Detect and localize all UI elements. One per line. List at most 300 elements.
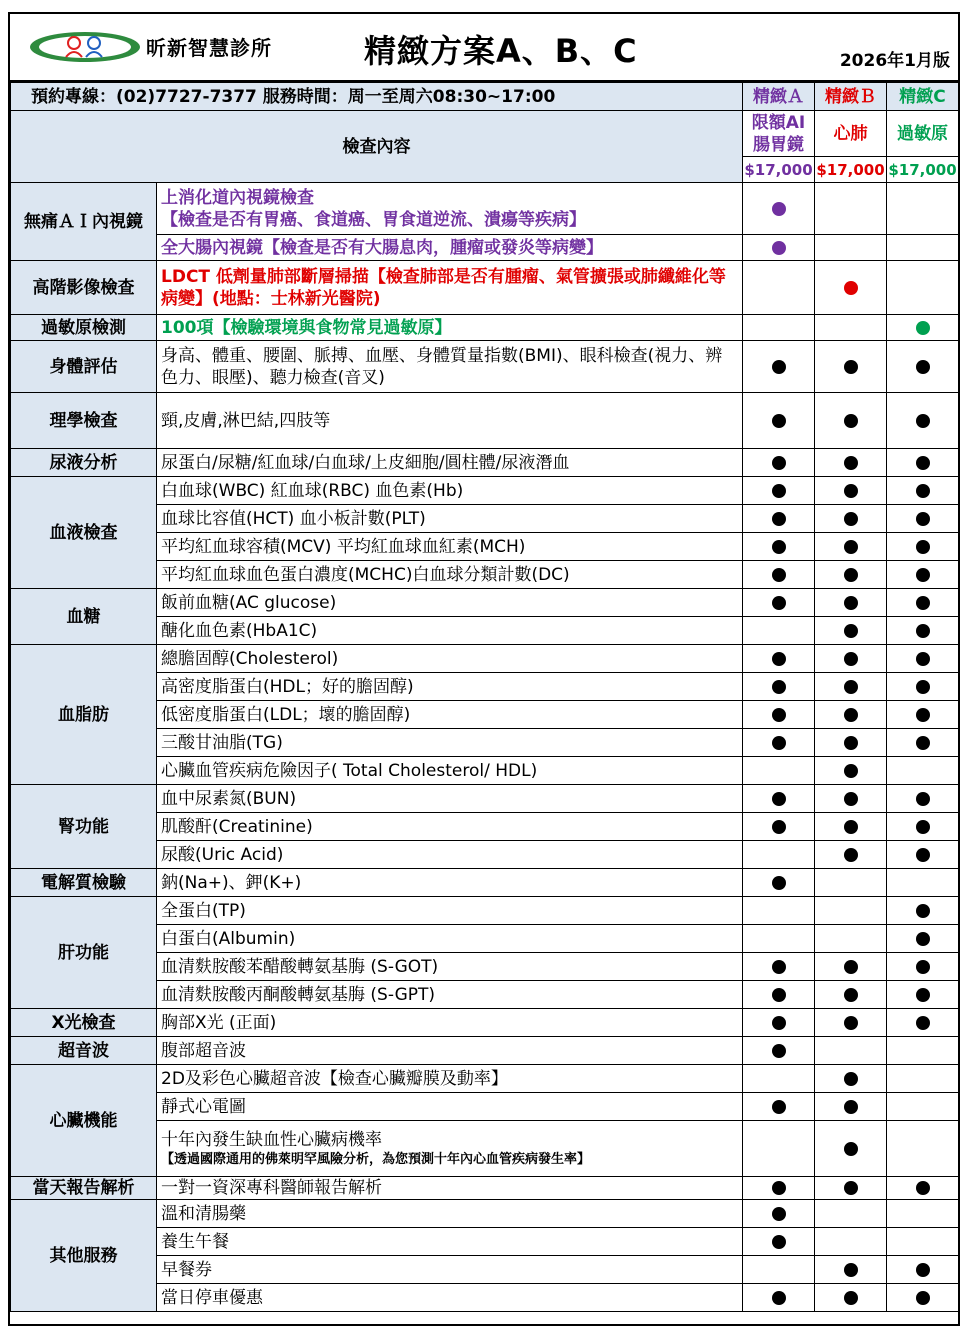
item-row [11,1037,959,1065]
plan-b-mark-cell [815,561,887,589]
included-dot-icon [772,876,786,890]
plan-subtitle-row [11,111,959,157]
item-row [11,315,959,341]
item-row [11,393,959,449]
plan-a-mark-cell [743,1093,815,1121]
item-cell [157,1037,743,1065]
contact-row [11,83,959,111]
plan-a-mark-cell [743,183,815,235]
item-text: 2D及彩色心臟超音波【檢查心臟瓣膜及動率】 [161,1068,508,1089]
included-dot-icon [916,792,930,806]
plan-a-mark-cell [743,981,815,1009]
clinic-name: 昕新智慧診所 [146,36,272,60]
item-text: 早餐券 [161,1259,212,1280]
included-dot-icon [916,414,930,428]
plan-b-mark-cell [815,841,887,869]
item-cell [157,1228,743,1256]
plan-a-name: 精緻Ａ [743,83,815,111]
plan-b-mark-cell [815,449,887,477]
category-label: 身體評估 [11,341,157,393]
item-cell [157,1177,743,1200]
item-cell [157,897,743,925]
plan-c-mark-cell [887,183,959,235]
item-text: 高密度脂蛋白(HDL；好的膽固醇) [161,676,414,697]
included-dot-icon [916,652,930,666]
item-cell [157,925,743,953]
category-label: 理學檢查 [11,393,157,449]
plan-b-mark-cell [815,1093,887,1121]
item-cell [157,477,743,505]
included-dot-icon [916,540,930,554]
included-dot-icon [844,1016,858,1030]
included-dot-icon [772,512,786,526]
plan-b-mark-cell [815,1037,887,1065]
plan-b-price: $17,000 [815,157,887,183]
item-row [11,869,959,897]
plan-b-mark-cell [815,925,887,953]
item-cell [157,757,743,785]
plan-c-mark-cell [887,1284,959,1312]
plan-b-mark-cell [815,589,887,617]
plan-a-mark-cell [743,393,815,449]
included-dot-icon [916,624,930,638]
item-cell [157,1093,743,1121]
plan-c-mark-cell [887,813,959,841]
plan-a-mark-cell [743,1121,815,1177]
included-dot-icon [844,456,858,470]
included-dot-icon [916,848,930,862]
plan-c-mark-cell [887,341,959,393]
item-text: 總膽固醇(Cholesterol) [161,648,339,669]
plan-table [10,82,959,1312]
plan-a-mark-cell [743,925,815,953]
item-text: 血球比容值(HCT) 血小板計數(PLT) [161,508,426,529]
plan-b-mark-cell [815,1200,887,1228]
included-dot-icon [916,1263,930,1277]
item-text: 溫和清腸藥 [161,1203,246,1224]
plan-c-mark-cell [887,261,959,315]
plan-a-mark-cell [743,673,815,701]
plan-b-name: 精緻Ｂ [815,83,887,111]
included-dot-icon [772,652,786,666]
plan-c-mark-cell [887,393,959,449]
included-dot-icon [916,988,930,1002]
item-row [11,589,959,617]
item-row [11,1200,959,1228]
category-label: 血液檢查 [11,477,157,589]
included-dot-icon [844,1100,858,1114]
item-cell [157,341,743,393]
plan-a-mark-cell [743,1256,815,1284]
plan-b-mark-cell [815,897,887,925]
included-dot-icon [844,281,858,295]
item-text: 醣化血色素(HbA1C) [161,620,318,641]
item-cell [157,1065,743,1093]
item-text: 腹部超音波 [161,1040,246,1061]
included-dot-icon [772,360,786,374]
included-dot-icon [916,568,930,582]
plan-a-mark-cell [743,505,815,533]
included-dot-icon [844,820,858,834]
plan-a-mark-cell [743,1200,815,1228]
plan-b-mark-cell [815,981,887,1009]
item-text: 上消化道內視鏡檢查 【檢查是否有胃癌、食道癌、胃食道逆流、潰瘍等疾病】 [161,187,586,230]
item-text: 尿蛋白/尿糖/紅血球/白血球/上皮細胞/圓柱體/尿液潛血 [161,452,570,473]
included-dot-icon [844,848,858,862]
included-dot-icon [772,456,786,470]
category-label: 過敏原檢測 [11,315,157,341]
included-dot-icon [916,1181,930,1195]
item-text: 靜式心電圖 [161,1096,246,1117]
included-dot-icon [916,360,930,374]
item-cell [157,393,743,449]
included-dot-icon [844,1263,858,1277]
included-dot-icon [844,568,858,582]
item-cell [157,1256,743,1284]
plan-c-mark-cell [887,315,959,341]
plan-c-mark-cell [887,589,959,617]
plan-a-mark-cell [743,869,815,897]
item-text: 全蛋白(TP) [161,900,246,921]
included-dot-icon [844,360,858,374]
included-dot-icon [844,512,858,526]
plan-a-mark-cell [743,729,815,757]
plan-b-mark-cell [815,617,887,645]
plan-b-subtitle: 心肺 [815,111,887,157]
plan-c-mark-cell [887,953,959,981]
category-label: 高階影像檢查 [11,261,157,315]
item-cell [157,505,743,533]
plan-b-mark-cell [815,1121,887,1177]
plan-a-mark-cell [743,533,815,561]
item-cell [157,1284,743,1312]
item-cell [157,315,743,341]
included-dot-icon [772,1016,786,1030]
plan-a-mark-cell [743,341,815,393]
item-cell [157,785,743,813]
plan-c-mark-cell [887,757,959,785]
item-text: 尿酸(Uric Acid) [161,844,284,865]
plan-c-mark-cell [887,1009,959,1037]
plan-a-mark-cell [743,561,815,589]
item-row [11,1009,959,1037]
item-text: 血中尿素氮(BUN) [161,788,297,809]
plan-a-mark-cell [743,1065,815,1093]
plan-c-mark-cell [887,729,959,757]
item-row [11,477,959,505]
item-text: LDCT 低劑量肺部斷層掃描【檢查肺部是否有腫瘤、氣管擴張或肺纖維化等病變】(地點：士林新光醫院) [161,266,726,309]
included-dot-icon [844,680,858,694]
included-dot-icon [772,820,786,834]
category-label: 電解質檢驗 [11,869,157,897]
plan-c-mark-cell [887,505,959,533]
category-label: 血糖 [11,589,157,645]
plan-a-mark-cell [743,1177,815,1200]
category-label: X光檢查 [11,1009,157,1037]
item-cell [157,1009,743,1037]
item-row [11,183,959,235]
plan-b-mark-cell [815,673,887,701]
included-dot-icon [772,736,786,750]
included-dot-icon [916,904,930,918]
category-label: 肝功能 [11,897,157,1009]
plan-a-mark-cell [743,897,815,925]
plan-a-mark-cell [743,589,815,617]
category-label: 無痛ＡＩ內視鏡 [11,183,157,261]
category-label: 尿液分析 [11,449,157,477]
plan-b-mark-cell [815,1177,887,1200]
plan-c-mark-cell [887,449,959,477]
item-note: 【透過國際通用的佛萊明罕風險分析，為您預測十年內心血管疾病發生率】 [161,1151,591,1167]
plan-a-mark-cell [743,261,815,315]
included-dot-icon [916,1291,930,1305]
item-row [11,1065,959,1093]
item-cell [157,561,743,589]
plan-c-mark-cell [887,897,959,925]
item-text: 血清麩胺酸苯醋酸轉氨基脢 (S-GOT) [161,956,439,977]
plan-b-mark-cell [815,235,887,261]
item-cell [157,617,743,645]
included-dot-icon [844,1142,858,1156]
item-cell [157,261,743,315]
document-title: 精緻方案A、B、C [364,32,638,70]
item-row [11,897,959,925]
item-text: 飯前血糖(AC glucose) [161,592,337,613]
category-label: 當天報告解析 [11,1177,157,1200]
plan-b-mark-cell [815,953,887,981]
plan-b-mark-cell [815,315,887,341]
item-cell [157,841,743,869]
included-dot-icon [916,708,930,722]
included-dot-icon [916,596,930,610]
plan-c-mark-cell [887,645,959,673]
item-text: 心臟血管疾病危險因子( Total Cholesterol/ HDL) [161,760,538,781]
plan-c-mark-cell [887,981,959,1009]
plan-b-mark-cell [815,1228,887,1256]
plan-a-price: $17,000 [743,157,815,183]
included-dot-icon [772,484,786,498]
included-dot-icon [916,1016,930,1030]
included-dot-icon [844,624,858,638]
included-dot-icon [844,652,858,666]
item-text: 血清麩胺酸丙酮酸轉氨基脢 (S-GPT) [161,984,436,1005]
included-dot-icon [772,792,786,806]
included-dot-icon [916,512,930,526]
category-label: 心臟機能 [11,1065,157,1177]
plan-a-mark-cell [743,953,815,981]
plan-a-mark-cell [743,757,815,785]
plan-c-mark-cell [887,617,959,645]
edition-label: 2026年1月版 [839,51,950,71]
included-dot-icon [844,960,858,974]
plan-c-mark-cell [887,785,959,813]
included-dot-icon [772,1291,786,1305]
item-text: 養生午餐 [161,1231,229,1252]
included-dot-icon [844,764,858,778]
category-label: 血脂肪 [11,645,157,785]
included-dot-icon [844,540,858,554]
item-cell [157,673,743,701]
plan-a-subtitle: 限額AI腸胃鏡 [743,111,815,157]
item-row [11,261,959,315]
plan-b-mark-cell [815,341,887,393]
plan-c-mark-cell [887,533,959,561]
included-dot-icon [772,1181,786,1195]
plan-a-mark-cell [743,1009,815,1037]
item-text: 100項【檢驗環境與食物常見過敏原】 [161,317,452,338]
item-text: 頸,皮膚,淋巴結,四肢等 [161,410,331,431]
plan-a-mark-cell [743,235,815,261]
included-dot-icon [916,680,930,694]
item-row [11,645,959,673]
item-cell [157,953,743,981]
included-dot-icon [772,202,786,216]
included-dot-icon [772,568,786,582]
item-cell [157,645,743,673]
item-cell [157,869,743,897]
item-text: 當日停車優惠 [161,1287,263,1308]
plan-a-mark-cell [743,315,815,341]
item-cell [157,449,743,477]
plan-c-subtitle: 過敏原 [887,111,959,157]
item-text: 一對一資深專科醫師報告解析 [161,1178,382,1198]
category-label: 腎功能 [11,785,157,869]
plan-c-mark-cell [887,869,959,897]
plan-a-mark-cell [743,1228,815,1256]
plan-c-mark-cell [887,1037,959,1065]
item-cell [157,183,743,235]
item-cell [157,1121,743,1177]
plan-a-mark-cell [743,701,815,729]
plan-b-mark-cell [815,261,887,315]
included-dot-icon [916,932,930,946]
item-cell [157,1200,743,1228]
item-cell [157,701,743,729]
plan-c-mark-cell [887,673,959,701]
included-dot-icon [844,1291,858,1305]
sheet-header [10,14,958,82]
item-text: 白血球(WBC) 紅血球(RBC) 血色素(Hb) [161,480,464,501]
plan-b-mark-cell [815,393,887,449]
plan-b-mark-cell [815,701,887,729]
contact-line: 預約專線：(02)7727-7377 服務時間：周一至周六08:30~17:00 [11,83,743,111]
included-dot-icon [772,1207,786,1221]
item-row [11,449,959,477]
plan-c-mark-cell [887,477,959,505]
included-dot-icon [772,960,786,974]
plan-b-mark-cell [815,183,887,235]
item-text: 十年內發生缺血性心臟病機率 [161,1129,382,1150]
plan-sheet [8,12,960,1326]
plan-c-mark-cell [887,1093,959,1121]
plan-c-name: 精緻C [887,83,959,111]
included-dot-icon [844,792,858,806]
plan-a-mark-cell [743,841,815,869]
included-dot-icon [772,988,786,1002]
included-dot-icon [772,1100,786,1114]
included-dot-icon [772,1044,786,1058]
item-text: 低密度脂蛋白(LDL；壞的膽固醇) [161,704,411,725]
plan-b-mark-cell [815,813,887,841]
plan-a-mark-cell [743,785,815,813]
included-dot-icon [844,736,858,750]
plan-b-mark-cell [815,645,887,673]
plan-b-mark-cell [815,533,887,561]
plan-a-mark-cell [743,1037,815,1065]
plan-c-mark-cell [887,561,959,589]
included-dot-icon [916,456,930,470]
included-dot-icon [916,321,930,335]
included-dot-icon [844,414,858,428]
plan-c-mark-cell [887,1065,959,1093]
plan-b-mark-cell [815,505,887,533]
item-text: 肌酸酐(Creatinine) [161,816,313,837]
plan-b-mark-cell [815,1256,887,1284]
included-dot-icon [916,960,930,974]
item-cell [157,981,743,1009]
plan-b-mark-cell [815,729,887,757]
item-cell [157,589,743,617]
included-dot-icon [916,736,930,750]
plan-a-mark-cell [743,617,815,645]
included-dot-icon [772,414,786,428]
plan-b-mark-cell [815,869,887,897]
plan-c-mark-cell [887,701,959,729]
plan-b-mark-cell [815,477,887,505]
plan-c-mark-cell [887,235,959,261]
item-cell [157,813,743,841]
included-dot-icon [844,1072,858,1086]
item-row [11,785,959,813]
included-dot-icon [772,596,786,610]
plan-c-price: $17,000 [887,157,959,183]
included-dot-icon [844,708,858,722]
category-label: 超音波 [11,1037,157,1065]
included-dot-icon [844,596,858,610]
included-dot-icon [772,680,786,694]
plan-c-mark-cell [887,1200,959,1228]
plan-b-mark-cell [815,785,887,813]
plan-a-mark-cell [743,645,815,673]
item-text: 三酸甘油脂(TG) [161,732,283,753]
plan-c-mark-cell [887,1177,959,1200]
included-dot-icon [772,241,786,255]
plan-a-mark-cell [743,813,815,841]
plan-c-mark-cell [887,925,959,953]
content-header: 檢查內容 [11,111,743,183]
item-text: 白蛋白(Albumin) [161,928,296,949]
item-text: 胸部X光 (正面) [161,1012,277,1033]
included-dot-icon [844,1181,858,1195]
included-dot-icon [916,484,930,498]
plan-b-mark-cell [815,1065,887,1093]
plan-c-mark-cell [887,1121,959,1177]
plan-b-mark-cell [815,1284,887,1312]
item-text: 平均紅血球容積(MCV) 平均紅血球血紅素(MCH) [161,536,526,557]
item-text: 平均紅血球血色蛋白濃度(MCHC)白血球分類計數(DC) [161,564,570,585]
item-text: 鈉(Na+)、鉀(K+) [161,872,302,893]
plan-a-mark-cell [743,449,815,477]
plan-a-mark-cell [743,477,815,505]
included-dot-icon [916,820,930,834]
included-dot-icon [772,540,786,554]
plan-b-mark-cell [815,1009,887,1037]
item-cell [157,235,743,261]
included-dot-icon [844,988,858,1002]
category-label: 其他服務 [11,1200,157,1312]
item-text: 身高、體重、腰圍、脈搏、血壓、身體質量指數(BMI)、眼科檢查(視力、辨色力、眼壓)、聽力檢查(音叉) [161,345,723,388]
plan-c-mark-cell [887,1256,959,1284]
